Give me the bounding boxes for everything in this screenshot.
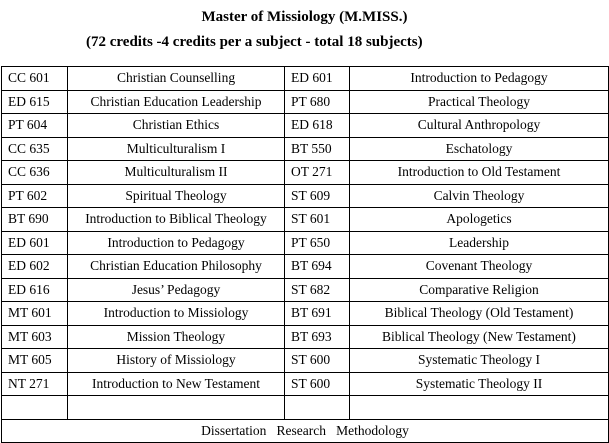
course-name: Christian Education Leadership [68, 90, 285, 114]
course-name: History of Missiology [68, 349, 285, 373]
course-code: PT 602 [2, 184, 68, 208]
table-row [2, 278, 609, 302]
course-code: ST 600 [285, 372, 350, 396]
course-code: ED 601 [285, 67, 350, 91]
page-subtitle: (72 credits -4 credits per a subject - total 18 subjects) [86, 34, 423, 50]
course-code: PT 604 [2, 114, 68, 138]
course-name: Christian Ethics [68, 114, 285, 138]
course-table-body [2, 67, 609, 443]
dissertation-methodology-cell: Dissertation Research Methodology [2, 419, 609, 443]
course-code: MT 603 [2, 325, 68, 349]
table-row [2, 325, 609, 349]
course-name: Mission Theology [68, 325, 285, 349]
course-name: Systematic Theology II [350, 372, 609, 396]
table-row [2, 349, 609, 373]
table-row [2, 231, 609, 255]
course-name: Introduction to Biblical Theology [68, 208, 285, 232]
course-code: ST 601 [285, 208, 350, 232]
course-name: Biblical Theology (New Testament) [350, 325, 609, 349]
course-code: PT 650 [285, 231, 350, 255]
table-row [2, 67, 609, 91]
table-row [2, 90, 609, 114]
course-table [1, 66, 609, 443]
table-row [2, 208, 609, 232]
course-name: Systematic Theology I [350, 349, 609, 373]
course-code: ED 602 [2, 255, 68, 279]
course-name: Multiculturalism I [68, 137, 285, 161]
course-code: ED 601 [2, 231, 68, 255]
table-row [2, 255, 609, 279]
course-code: ED 618 [285, 114, 350, 138]
course-code: BT 690 [2, 208, 68, 232]
course-code: ST 609 [285, 184, 350, 208]
course-name: Introduction to Pedagogy [68, 231, 285, 255]
empty-row [2, 396, 609, 420]
empty-cell [2, 396, 68, 420]
course-name: Covenant Theology [350, 255, 609, 279]
course-name: Introduction to Missiology [68, 302, 285, 326]
table-row [2, 114, 609, 138]
course-name: Multiculturalism II [68, 161, 285, 185]
course-code: MT 601 [2, 302, 68, 326]
course-name: Calvin Theology [350, 184, 609, 208]
page-title: Master of Missiology (M.MISS.) [201, 9, 408, 25]
course-code: CC 635 [2, 137, 68, 161]
table-row [2, 137, 609, 161]
course-name: Christian Education Philosophy [68, 255, 285, 279]
course-code: CC 636 [2, 161, 68, 185]
empty-cell [350, 396, 609, 420]
course-code: CC 601 [2, 67, 68, 91]
course-name: Apologetics [350, 208, 609, 232]
course-name: Introduction to New Testament [68, 372, 285, 396]
course-code: ED 616 [2, 278, 68, 302]
course-code: ST 600 [285, 349, 350, 373]
course-name: Practical Theology [350, 90, 609, 114]
course-name: Introduction to Pedagogy [350, 67, 609, 91]
course-code: ST 682 [285, 278, 350, 302]
course-code: MT 605 [2, 349, 68, 373]
course-code: BT 694 [285, 255, 350, 279]
course-name: Comparative Religion [350, 278, 609, 302]
course-name: Jesus’ Pedagogy [68, 278, 285, 302]
course-name: Introduction to Old Testament [350, 161, 609, 185]
footer-row [2, 419, 609, 443]
course-name: Christian Counselling [68, 67, 285, 91]
table-row [2, 161, 609, 185]
table-row [2, 372, 609, 396]
course-code: BT 550 [285, 137, 350, 161]
course-name: Leadership [350, 231, 609, 255]
course-code: PT 680 [285, 90, 350, 114]
course-name: Spiritual Theology [68, 184, 285, 208]
course-code: NT 271 [2, 372, 68, 396]
course-name: Biblical Theology (Old Testament) [350, 302, 609, 326]
course-code: OT 271 [285, 161, 350, 185]
empty-cell [68, 396, 285, 420]
course-code: ED 615 [2, 90, 68, 114]
course-code: BT 691 [285, 302, 350, 326]
course-name: Cultural Anthropology [350, 114, 609, 138]
empty-cell [285, 396, 350, 420]
course-code: BT 693 [285, 325, 350, 349]
table-row [2, 302, 609, 326]
table-row [2, 184, 609, 208]
course-name: Eschatology [350, 137, 609, 161]
